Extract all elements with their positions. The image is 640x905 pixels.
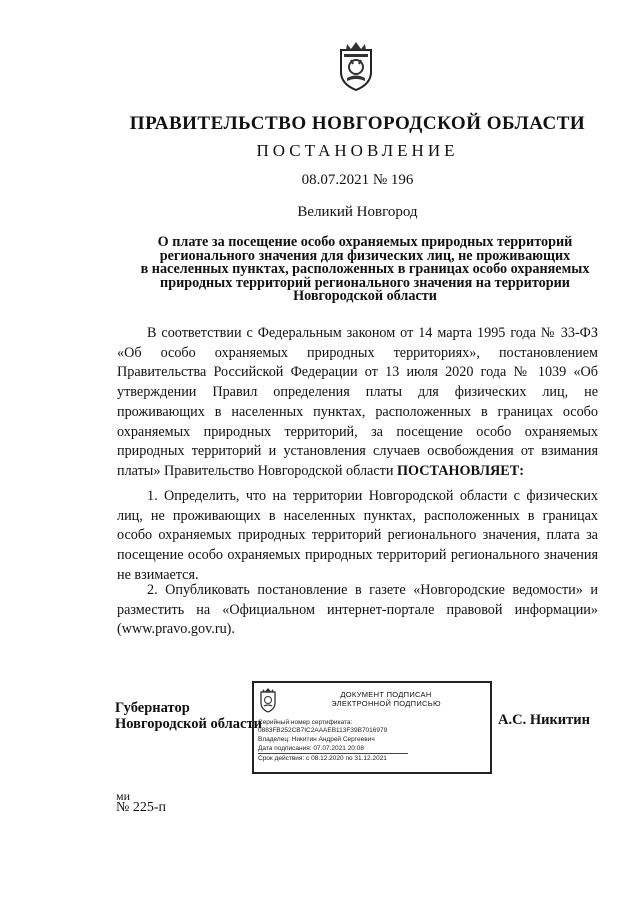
coat-of-arms-icon [335,40,377,92]
stamp-validity: Срок действия: с 08.12.2020 по 31.12.2021 [258,755,387,762]
stamp-signed-date: Дата подписания: 07.07.2021 20:08 [258,745,364,752]
item-2-paragraph [117,581,598,640]
stamp-title-line: ДОКУМЕНТ ПОДПИСАН [340,690,432,699]
document-subject [115,236,615,304]
stamp-serial: 0883FB252CB7IC2AAAEB113F39B7016979 [258,727,388,734]
signer-title [115,700,262,732]
stamp-title-line: ЭЛЕКТРОННОЙ ПОДПИСЬЮ [331,699,441,708]
item-1-text: 1. Определить, что на территории Новгородской области с физических лиц, не проживающих в населенных пунктах, расположенных в границах особо охраняемых природных территорий регионального значения, плата за посещение особо охраняемых природных территорий регионального значения не взимается. [117,488,598,583]
government-title: ПРАВИТЕЛЬСТВО НОВГОРОДСКОЙ ОБЛАСТИ [129,113,586,134]
resolves-keyword: ПОСТАНОВЛЯЕТ: [396,462,524,479]
document-type: ПОСТАНОВЛЕНИЕ [256,141,459,160]
subject-line: природных территорий регионального значения на территории [160,274,570,291]
executor-initials: ми [116,789,131,803]
stamp-serial-label: Серийный номер сертификата: [258,719,353,726]
stamp-coat-of-arms-icon [258,687,278,713]
item-1-paragraph [117,487,598,586]
issuing-city: Великий Новгород [297,204,418,220]
item-2-text: 2. Опубликовать постановление в газете «Новгородские ведомости» и разместить на «Официальном интернет-портале правовой информации» (www.pravo.gov.ru). [117,582,598,638]
signer-title-line: Губернатор [115,700,190,716]
subject-line: в населенных пунктах, расположенных в границах особо охраняемых [140,261,590,277]
stamp-title [282,690,490,708]
subject-line: Новгородской области [293,288,437,304]
preamble-paragraph [117,324,598,482]
electronic-signature-stamp [252,681,492,774]
signer-title-line: Новгородской области [115,716,262,732]
date-and-number: 08.07.2021 № 196 [301,172,414,188]
subject-line: регионального значения для физических лиц, не проживающих [159,247,571,264]
subject-line: О плате за посещение особо охраняемых природных территорий [157,234,573,250]
stamp-divider [258,753,408,754]
signer-name: А.С. Никитин [498,712,590,728]
preamble-text: В соответствии с Федеральным законом от 14 марта 1995 года № 33-ФЗ «Об особо охраняемых природных территориях», постановлением Правительства Российской Федерации от 13 июля 2020 года № 1039 «Об утверждении Правил определения платы для физических лиц, не проживающих в населенных пунктах, расположенных в границах особо охраняемых природных территорий, за посещение особо охраняемых природных территорий и установления случаев освобождения от взимания платы» Правительство Новгородской области [117,325,598,479]
stamp-owner: Владелец: Никитин Андрей Сергеевич [258,736,375,743]
reference-number: № 225-п [116,800,167,815]
